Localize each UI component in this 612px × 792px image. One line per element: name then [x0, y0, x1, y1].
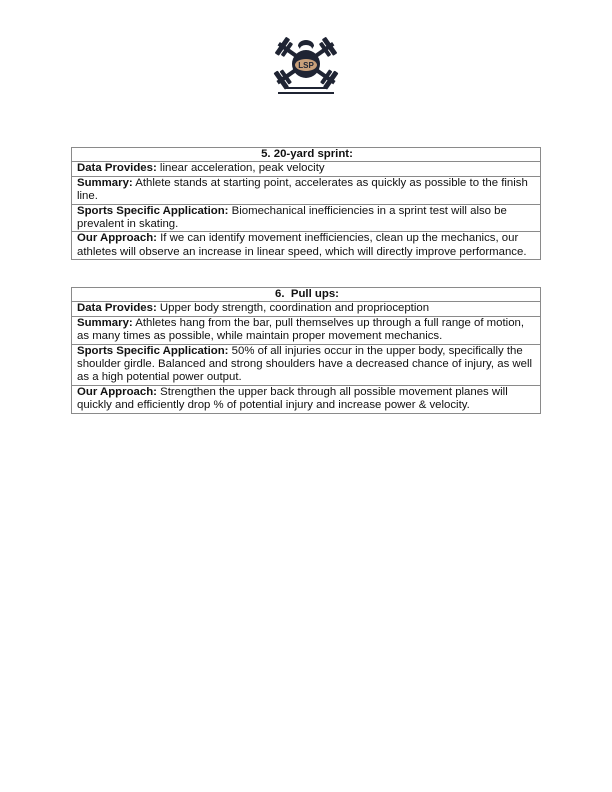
row-text: Strengthen the upper back through all possible movement planes will quickly and efficiently drop % of potential injury and increase power & velocity. — [77, 385, 508, 412]
our-approach-row — [72, 232, 541, 260]
row-label: Data Provides: — [77, 302, 157, 315]
summary-row — [72, 316, 541, 344]
row-text: 50% of all injuries occur in the upper body, specifically the shoulder girdle. Balanced and strong shoulders have a decreased chance of injury, as well as a high potential power output. — [77, 344, 533, 384]
section-20-yard-sprint — [71, 147, 541, 260]
our-approach-row — [72, 385, 541, 413]
sports-specific-application-row — [72, 344, 541, 385]
sports-specific-application-row — [72, 204, 541, 232]
row-label: Our Approach: — [77, 385, 157, 398]
row-text: If we can identify movement inefficiencies, clean up the mechanics, our athletes will observe an increase in linear speed, which will directly improve performance. — [77, 232, 527, 258]
data-provides-row — [72, 162, 541, 176]
data-provides-row — [72, 302, 541, 316]
row-text: linear acceleration, peak velocity — [156, 162, 325, 175]
section-title: 5. 20-yard sprint: — [72, 148, 541, 162]
company-logo — [268, 34, 344, 100]
summary-row — [72, 176, 541, 204]
row-text: Biomechanical inefficiencies in a sprint test will also be prevalent in skating. — [77, 204, 507, 231]
row-label: Sports Specific Application: — [77, 344, 229, 357]
row-label: Our Approach: — [77, 232, 157, 245]
svg-text:LSP: LSP — [298, 61, 314, 70]
row-label: Summary: — [77, 176, 133, 189]
row-label: Sports Specific Application: — [77, 204, 229, 217]
section-title: 6. Pull ups: — [72, 288, 541, 302]
section-pull-ups — [71, 287, 541, 414]
row-label: Data Provides: — [77, 162, 157, 175]
row-text: Upper body strength, coordination and proprioception — [156, 302, 430, 315]
row-text: Athletes hang from the bar, pull themselves up through a full range of motion, as many times as possible, while maintain proper movement mechanics. — [77, 316, 525, 343]
row-label: Summary: — [77, 316, 133, 329]
row-text: Athlete stands at starting point, accelerates as quickly as possible to the finish line. — [77, 176, 528, 203]
